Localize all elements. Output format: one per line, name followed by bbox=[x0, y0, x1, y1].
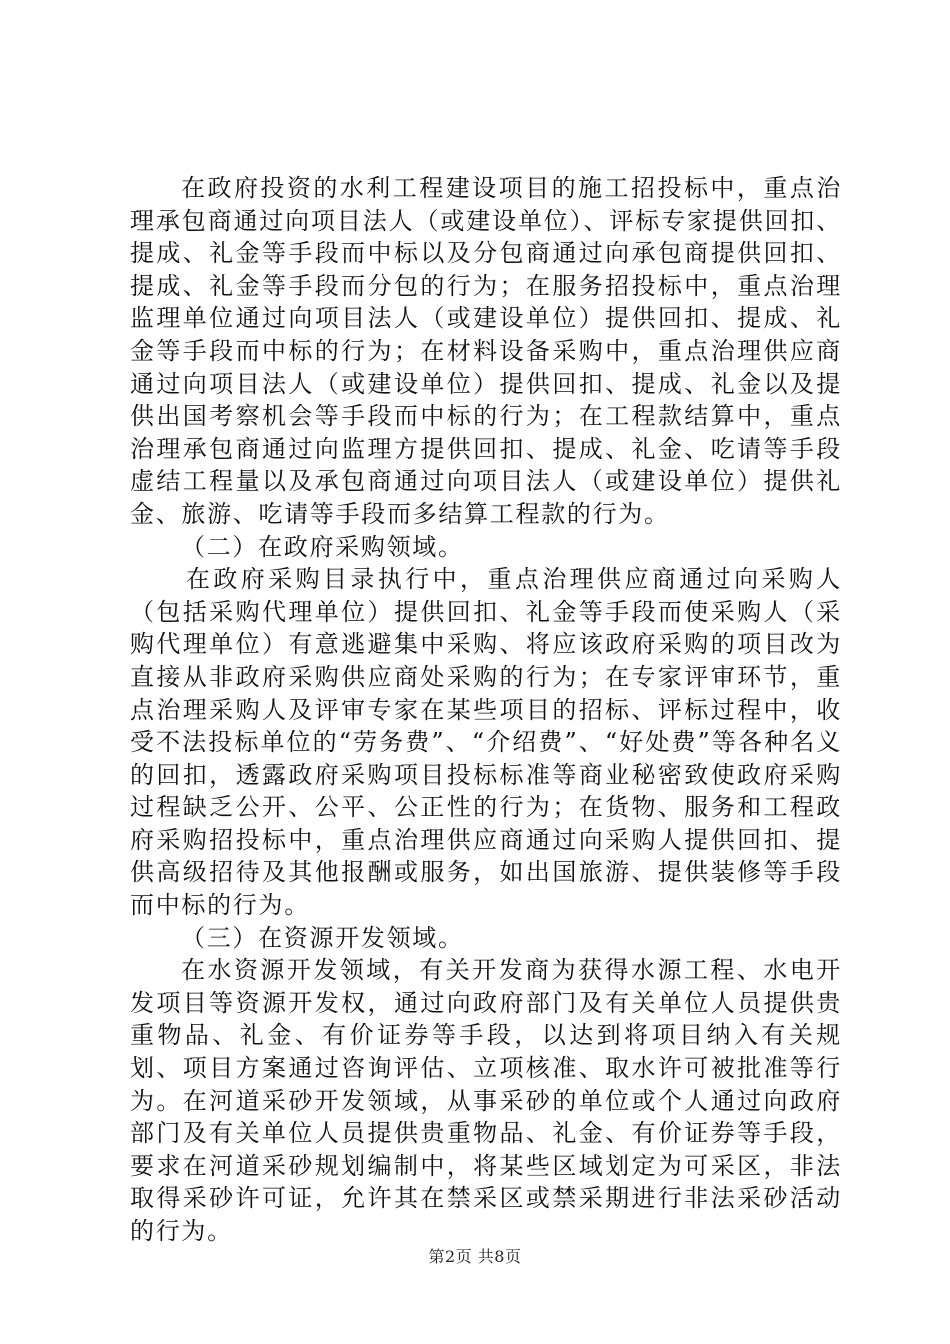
paragraph-government-procurement: 在政府采购目录执行中，重点治理供应商通过向采购人（包括采购代理单位）提供回扣、礼金等手段而使采购人（采购代理单位）有意逃避集中采购、将应该政府采购的项目改为直接从非政府采购供应商处采购的行为；在专家评审环节，重点治理采购人及评审专家在某些项目的招标、评标过程中，收受不法投标单位的“劳务费”、“介绍费”、“好处费”等各种名义的回扣，透露政府采购项目投标标准等商业秘密致使政府采购过程缺乏公开、公平、公正性的行为；在货物、服务和工程政府采购招投标中，重点治理供应商通过向采购人提供回扣、提供高级招待及其他报酬或服务，如出国旅游、提供装修等手段而中标的行为。 bbox=[130, 565, 842, 920]
document-body bbox=[130, 172, 842, 1248]
section-heading-government-procurement: （二）在政府采购领域。 bbox=[181, 532, 464, 561]
page-number-footer: 第2页 共8页 bbox=[428, 1247, 522, 1266]
paragraph-resource-development: 在水资源开发领域，有关开发商为获得水源工程、水电开发项目等资源开发权，通过向政府部门及有关单位人员提供贵重物品、礼金、有价证券等手段，以达到将项目纳入有关规划、项目方案通过咨询评估、立项核准、取水许可被批准等行为。在河道采砂开发领域，从事采砂的单位或个人通过向政府部门及有关单位人员提供贵重物品、礼金、有价证券等手段，要求在河道采砂规划编制中，将某些区域划定为可采区，非法取得采砂许可证，允许其在禁采区或禁采期进行非法采砂活动的行为。 bbox=[130, 956, 842, 1245]
paragraph-construction-bidding: 在政府投资的水利工程建设项目的施工招投标中，重点治理承包商通过向项目法人（或建设单位）、评标专家提供回扣、提成、礼金等手段而中标以及分包商通过向承包商提供回扣、提成、礼金等手段而分包的行为；在服务招投标中，重点治理监理单位通过向项目法人（或建设单位）提供回扣、提成、礼金等手段而中标的行为；在材料设备采购中，重点治理供应商通过向项目法人（或建设单位）提供回扣、提成、礼金以及提供出国考察机会等手段而中标的行为；在工程款结算中，重点治理承包商通过向监理方提供回扣、提成、礼金、吃请等手段虚结工程量以及承包商通过向项目法人（或建设单位）提供礼金、旅游、吃请等手段而多结算工程款的行为。 bbox=[130, 174, 842, 528]
section-heading-resource-development: （三）在资源开发领域。 bbox=[181, 923, 464, 952]
